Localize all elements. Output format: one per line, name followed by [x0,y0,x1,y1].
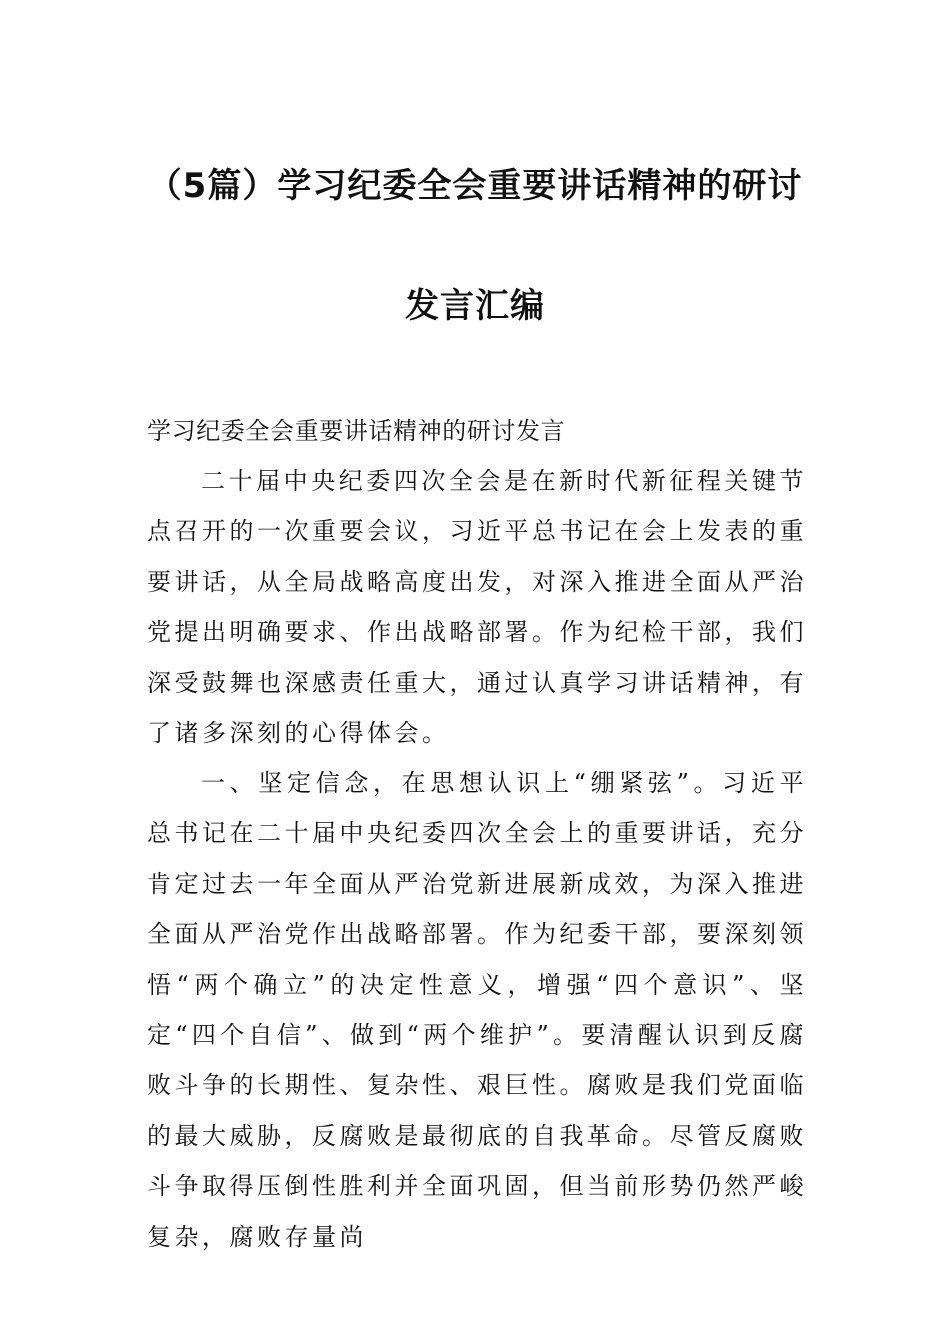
document-title-line-1: （5篇）学习纪委全会重要讲话精神的研讨 [147,166,803,206]
document-title-line-2: 发言汇编 [405,286,545,326]
body-paragraph-1: 二十届中央纪委四次全会是在新时代新征程关键节点召开的一次重要会议，习近平总书记在会上发表的重要讲话，从全局战略高度出发，对深入推进全面从严治党提出明确要求、作出战略部署。作为纪检干部，我们深受鼓舞也深感责任重大，通过认真学习讲话精神，有了诸多深刻的心得体会。 [147,467,807,748]
body-paragraph-2: 一、坚定信念，在思想认识上“绷紧弦”。习近平总书记在二十届中央纪委四次全会上的重要讲话，充分肯定过去一年全面从严治党新进展新成效，为深入推进全面从严治党作出战略部署。作为纪委干部，要深刻领悟“两个确立”的决定性意义，增强“四个意识”、坚定“四个自信”、做到“两个维护”。要清醒认识到反腐败斗争的长期性、复杂性、艰巨性。腐败是我们党面临的最大威胁，反腐败是最彻底的自我革命。尽管反腐败斗争取得压倒性胜利并全面巩固，但当前形势仍然严峻复杂，腐败存量尚 [147,769,807,1251]
section-subtitle: 学习纪委全会重要讲话精神的研讨发言 [147,417,566,445]
